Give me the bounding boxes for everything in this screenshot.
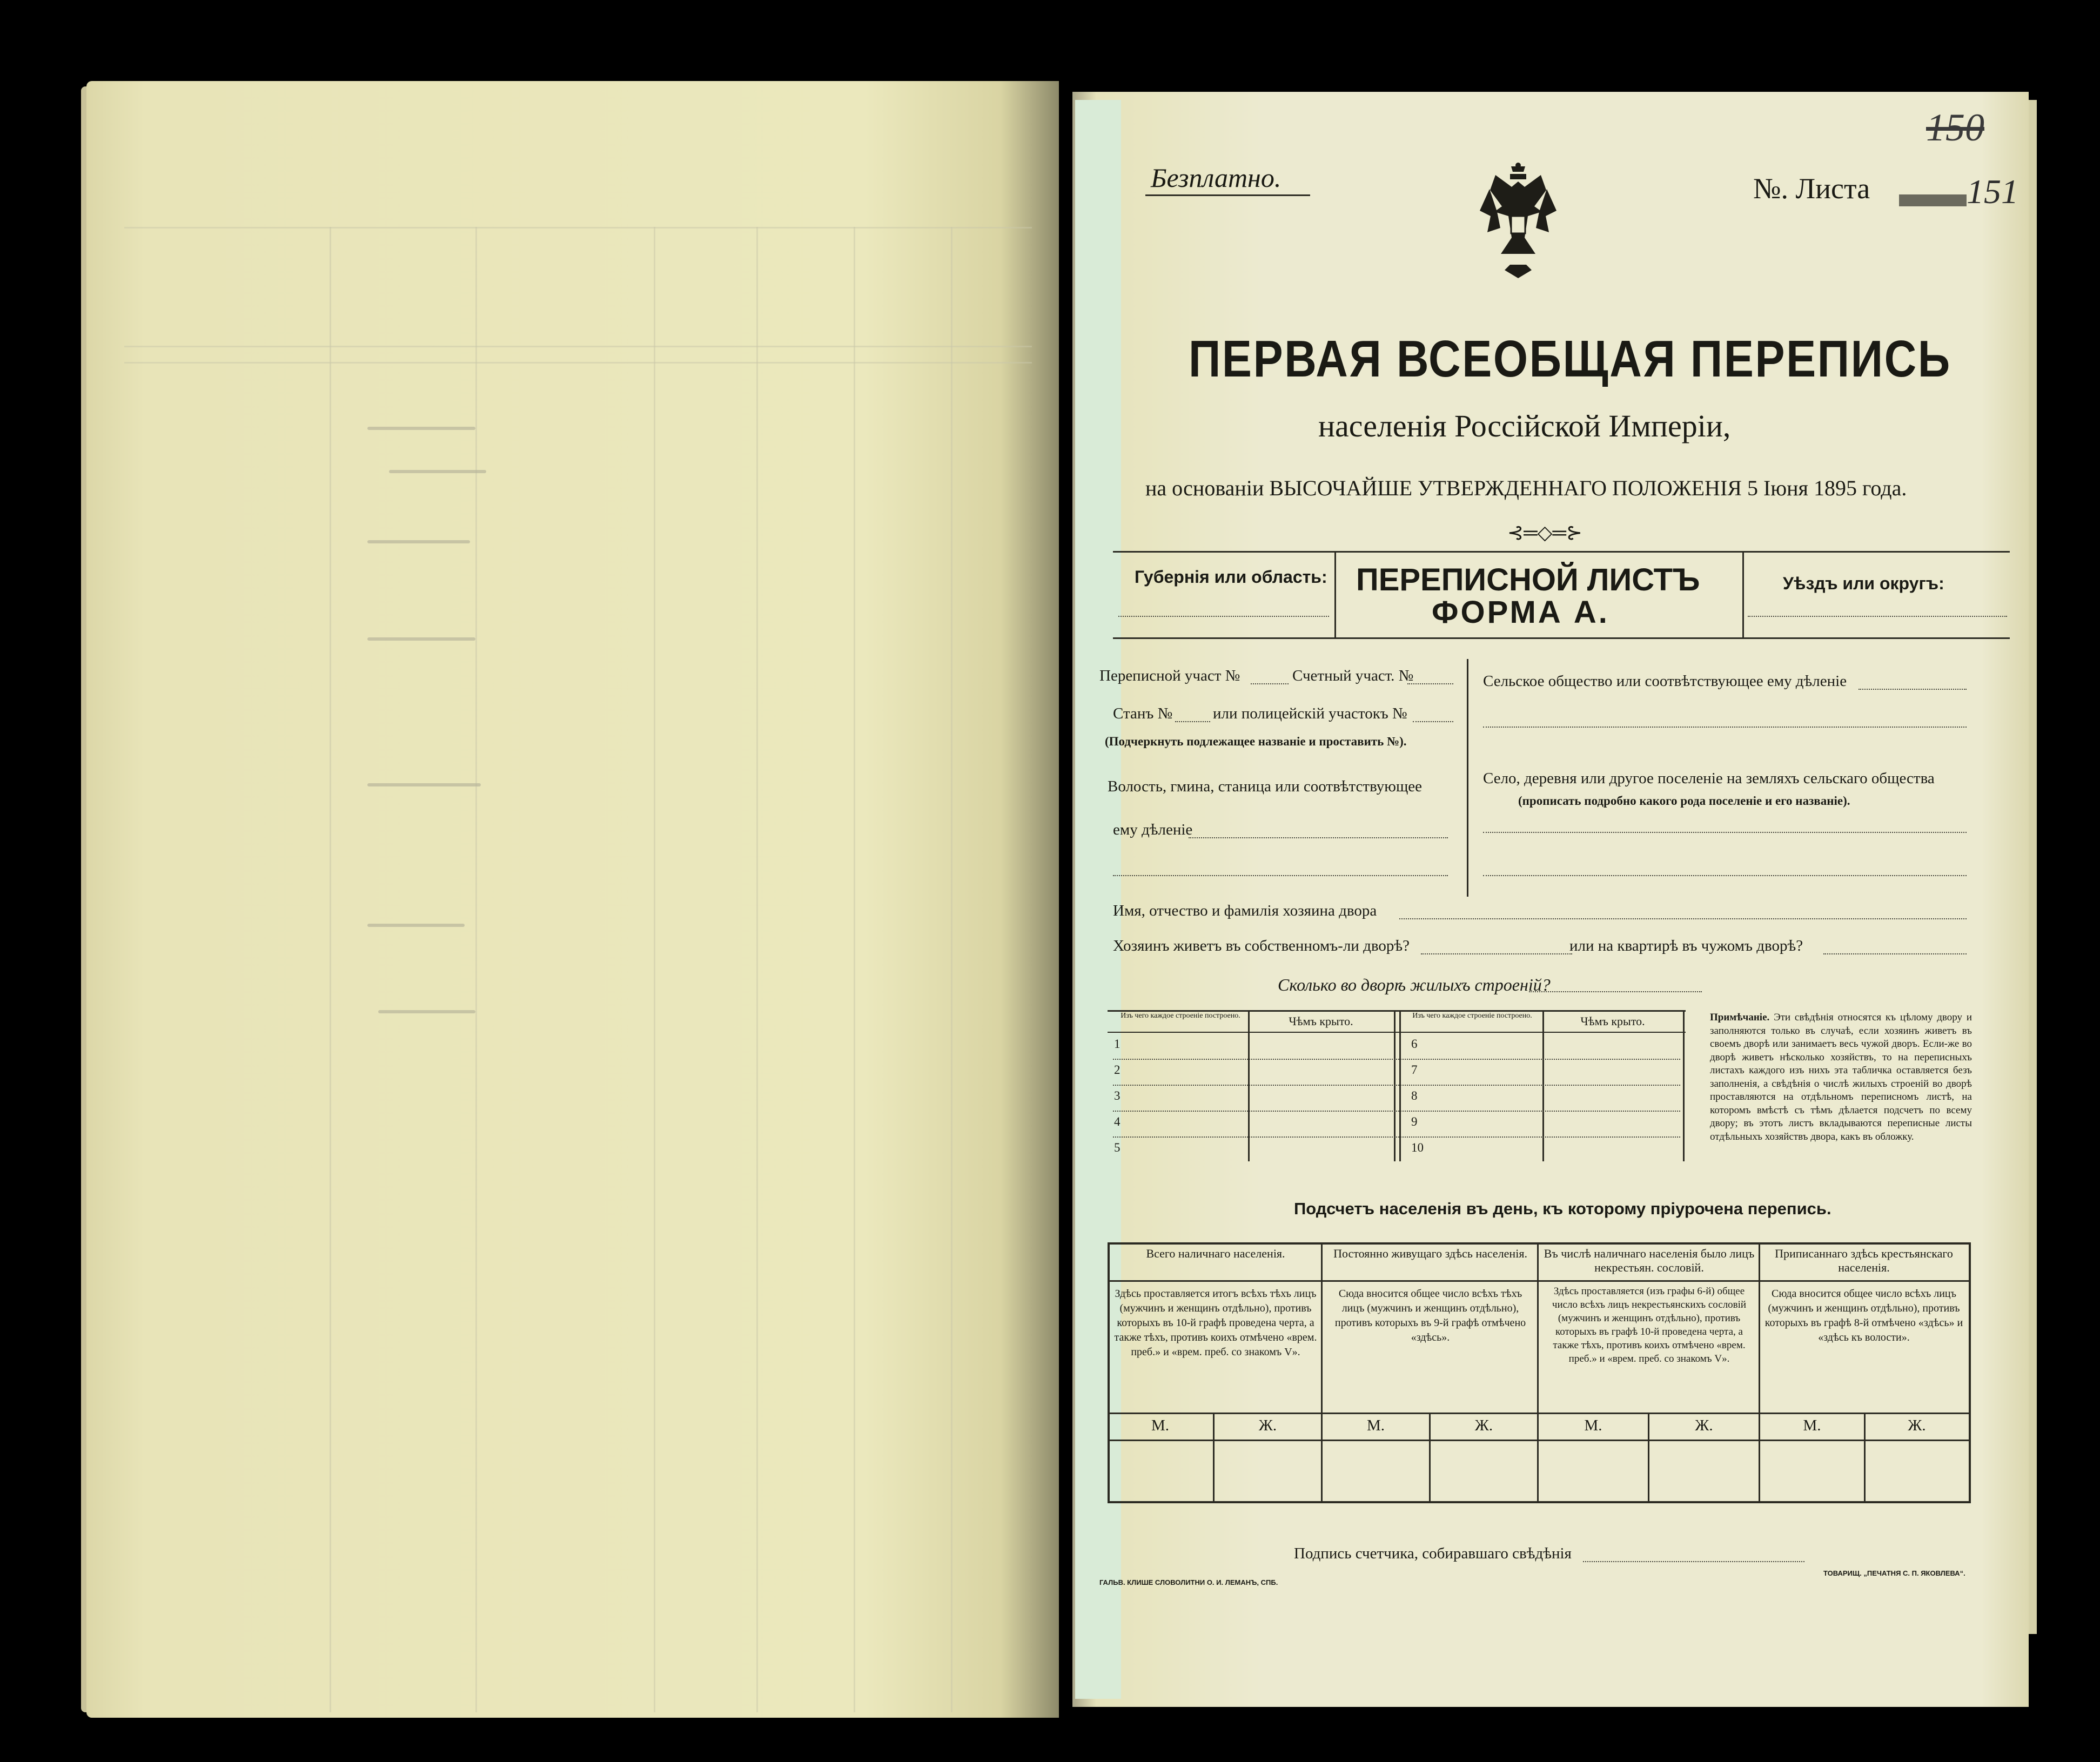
ghost-rule [330, 227, 331, 1712]
province-field[interactable] [1118, 616, 1329, 617]
fields-divider [1467, 659, 1468, 897]
ghost-rule [124, 346, 1032, 347]
underline-note: (Подчеркнуть подлежащее названіе и проставить №). [1105, 735, 1407, 748]
ghost-rule [951, 227, 952, 1712]
ghost-rule [756, 227, 758, 1712]
ghost-rule [124, 227, 1032, 228]
signature-label: Подпись счетчика, собиравшаго свѣдѣнія [1294, 1545, 1572, 1562]
building-row-num: 8 [1411, 1089, 1418, 1102]
pop-female-label: Ж. [1695, 1417, 1713, 1434]
region-row-top-rule [1113, 551, 2010, 553]
page-title: ПЕРВАЯ ВСЕОБЩАЯ ПЕРЕПИСЬ [1189, 330, 1951, 388]
buildings-table-header-rule [1108, 1032, 1686, 1033]
owner-name-field[interactable] [1399, 918, 1967, 919]
owner-lives-field[interactable] [1421, 953, 1572, 954]
free-label: Безплатно. [1151, 163, 1282, 193]
pencil-mark [389, 470, 486, 473]
owner-lives-label: Хозяинъ живетъ въ собственномъ-ли дворѣ? [1113, 937, 1410, 954]
building-row-num: 6 [1411, 1037, 1418, 1051]
or-rented-label: или на квартирѣ въ чужомъ дворѣ? [1569, 937, 1803, 954]
free-label-underline [1145, 194, 1310, 196]
census-district-field[interactable] [1251, 683, 1289, 684]
village-field[interactable] [1483, 832, 1967, 833]
building-row-num: 4 [1114, 1115, 1121, 1128]
building-row-rule [1113, 1085, 1680, 1086]
pencil-mark [378, 1010, 475, 1013]
sheet-number-handwritten: 151 [1967, 172, 2018, 211]
building-row-num: 2 [1114, 1063, 1121, 1077]
or-rented-field[interactable] [1823, 953, 1967, 954]
note-body: Эти свѣдѣнія относятся къ цѣлому двору и заполняются только въ случаѣ, если хозяинъ живетъ въ своемъ дворѣ или занимаетъ весь чужой дворъ. Если-же во дворѣ живетъ нѣсколько хозяйствъ, то на переписныхъ листахъ каждого изъ нихъ эта табличка оставляется безъ заполненія, а свѣдѣнія о числѣ жилыхъ строеній во дворѣ проставляются на отдѣльномъ переписномъ листѣ, на которомъ вмѣстѣ съ тѣмъ дѣлается подсчетъ по всему двору; въ этотъ листъ вкладываются переписные листы отдѣльныхъ хозяйствъ двора, какъ въ обложку. [1710, 1012, 1972, 1142]
buildings-col-roof: Чѣмъ крыто. [1289, 1014, 1353, 1028]
ornament: ⊰═◇═⊱ [1507, 522, 1583, 543]
sheet-number-crossed: 150 [1926, 106, 1984, 149]
pop-row-rule [1108, 1413, 1969, 1414]
pop-col-permanent-desc: Сюда вносится общее число всѣхъ тѣхъ лицъ (мужчинъ и женщинъ отдѣльно), противъ которыхъ въ 9-й графѣ отмѣчено «здѣсь». [1334, 1288, 1526, 1343]
pop-male-label: М. [1151, 1417, 1170, 1434]
population-heading: Подсчетъ населенія въ день, къ которому пріурочена перепись. [1294, 1199, 1831, 1218]
pop-row-rule [1108, 1440, 1969, 1441]
pencil-mark [367, 540, 470, 543]
pop-col-permanent-title: Постоянно живущаго здѣсь населенія. [1333, 1247, 1527, 1260]
police-district-label: или полицейскій участокъ № [1213, 705, 1407, 722]
form-title: ПЕРЕПИСНОЙ ЛИСТЪ [1356, 562, 1700, 597]
village-note: (прописать подробно какого рода поселеніе и его названіе). [1518, 794, 1850, 808]
region-row-divider [1334, 551, 1336, 637]
pop-col-noncrest-title: Въ числѣ наличнаго населенія было лицъ некрестьян. сословій. [1544, 1247, 1755, 1274]
page-subtitle: населенія Россійской Имперіи, [1318, 408, 1731, 443]
building-row-num: 10 [1411, 1141, 1424, 1154]
buildings-field[interactable] [1529, 991, 1702, 992]
note-text [1710, 1011, 1972, 1144]
pop-col-total-desc: Здѣсь проставляется итогъ всѣхъ тѣхъ лицъ (мужчинъ и женщинъ отдѣльно), противъ которыхъ въ 10-й графѣ проведена черта, а также тѣхъ, противъ коихъ отмѣчено «врем. преб.» и «врем. преб. со знакомъ V». [1114, 1288, 1317, 1358]
stan-label: Станъ № [1113, 705, 1173, 722]
district-label: Уѣздъ или округъ: [1783, 574, 1944, 593]
pencil-mark [367, 427, 475, 430]
pop-female-label: Ж. [1474, 1417, 1493, 1434]
police-district-field[interactable] [1413, 721, 1453, 722]
left-page [86, 81, 1059, 1718]
pop-female-label: Ж. [1258, 1417, 1277, 1434]
census-district-label: Переписной участ № [1099, 667, 1240, 684]
pencil-mark [367, 637, 475, 641]
signature-field[interactable] [1583, 1561, 1804, 1562]
rural-society-field[interactable] [1859, 689, 1967, 690]
note-heading: Примѣчаніе. [1710, 1012, 1770, 1023]
building-row-num: 5 [1114, 1141, 1121, 1154]
pop-col-peasant-title: Приписаннаго здѣсь крестьянскаго населенія. [1775, 1247, 1953, 1274]
pop-col-total-title: Всего наличнаго населенія. [1146, 1247, 1285, 1260]
pencil-mark [367, 924, 465, 927]
ghost-rule [124, 362, 1032, 364]
rural-society-field-2[interactable] [1483, 727, 1967, 728]
district-field[interactable] [1748, 616, 2007, 617]
building-row-num: 3 [1114, 1089, 1121, 1102]
pop-male-label: М. [1366, 1417, 1385, 1434]
rural-society-label: Сельское общество или соотвѣтствующее ему дѣленіе [1483, 672, 1847, 690]
owner-name-label: Имя, отчество и фамилія хозяина двора [1113, 902, 1377, 919]
province-label: Губернія или область: [1135, 567, 1327, 587]
buildings-col-material-2: Изъ чего каждое строеніе построено. [1412, 1012, 1532, 1020]
pop-male-label: М. [1584, 1417, 1602, 1434]
pop-col-noncrest-desc: Здѣсь проставляется (изъ графы 6-й) общее число всѣхъ лицъ некрестьянскихъ сословій (мужчинъ и женщинъ отдѣльно), противъ которыхъ въ графѣ 10-й проведена черта, а также тѣхъ, противъ коихъ отмѣчено «врем. преб.» и «врем. преб. со знакомъ V». [1552, 1286, 1747, 1364]
building-row-num: 9 [1411, 1115, 1418, 1128]
buildings-col-roof-2: Чѣмъ крыто. [1580, 1014, 1645, 1028]
volost-field-2[interactable] [1113, 875, 1448, 876]
sheet-number-box [1899, 194, 1967, 206]
printer-left: ГАЛЬВ. КЛИШЕ СЛОВОЛИТНИ О. И. ЛЕМАНЪ, СПБ. [1099, 1578, 1278, 1586]
pop-male-label: М. [1803, 1417, 1821, 1434]
volost-label-cont: ему дѣленіе [1113, 821, 1193, 838]
pencil-mark [367, 783, 481, 786]
double-headed-eagle-emblem [1478, 162, 1559, 281]
pop-female-label: Ж. [1908, 1417, 1926, 1434]
buildings-col-material: Изъ чего каждое строеніе построено. [1121, 1012, 1240, 1020]
buildings-question: Сколько во дворѣ жилыхъ строеній? [1278, 975, 1551, 994]
buildings-table-col [1542, 1010, 1544, 1161]
buildings-table-col [1394, 1010, 1395, 1161]
building-row-num: 7 [1411, 1063, 1418, 1077]
ghost-rule [854, 227, 855, 1712]
form-letter: ФОРМА А. [1432, 595, 1609, 630]
ghost-rule [654, 227, 655, 1712]
pop-col-peasant-desc: Сюда вносится общее число всѣхъ лицъ (мужчинъ и женщинъ отдѣльно), противъ которыхъ въ графѣ 8-й отмѣчено «здѣсь» и «здѣсь къ волости». [1764, 1288, 1963, 1343]
count-district-label: Счетный участ. № [1292, 667, 1414, 684]
volost-label: Волость, гмина, станица или соотвѣтствующее [1108, 778, 1423, 795]
region-row-bottom-rule [1113, 637, 2010, 639]
building-row-rule [1113, 1136, 1680, 1138]
buildings-table-col [1683, 1010, 1685, 1161]
buildings-table-col [1248, 1010, 1250, 1161]
region-row-divider [1742, 551, 1744, 637]
buildings-table-col [1399, 1010, 1401, 1161]
legal-basis: на основаніи ВЫСОЧАЙШЕ УТВЕРЖДЕННАГО ПОЛОЖЕНІЯ 5 Іюня 1895 года. [1145, 476, 1907, 500]
volost-field[interactable] [1189, 837, 1448, 838]
building-row-rule [1113, 1059, 1680, 1060]
village-field-2[interactable] [1483, 875, 1967, 876]
pop-row-rule [1108, 1280, 1969, 1282]
stan-field[interactable] [1175, 721, 1210, 722]
sheet-number-label: №. Листа [1753, 172, 1870, 205]
count-district-field[interactable] [1407, 683, 1453, 684]
building-row-rule [1113, 1111, 1680, 1112]
ghost-rule [475, 227, 477, 1712]
printer-right: ТОВАРИЩ. „ПЕЧАТНЯ С. П. ЯКОВЛЕВА“. [1823, 1569, 1965, 1577]
village-label: Село, деревня или другое поселеніе на земляхъ сельскаго общества [1483, 770, 1935, 787]
building-row-num: 1 [1114, 1037, 1121, 1051]
